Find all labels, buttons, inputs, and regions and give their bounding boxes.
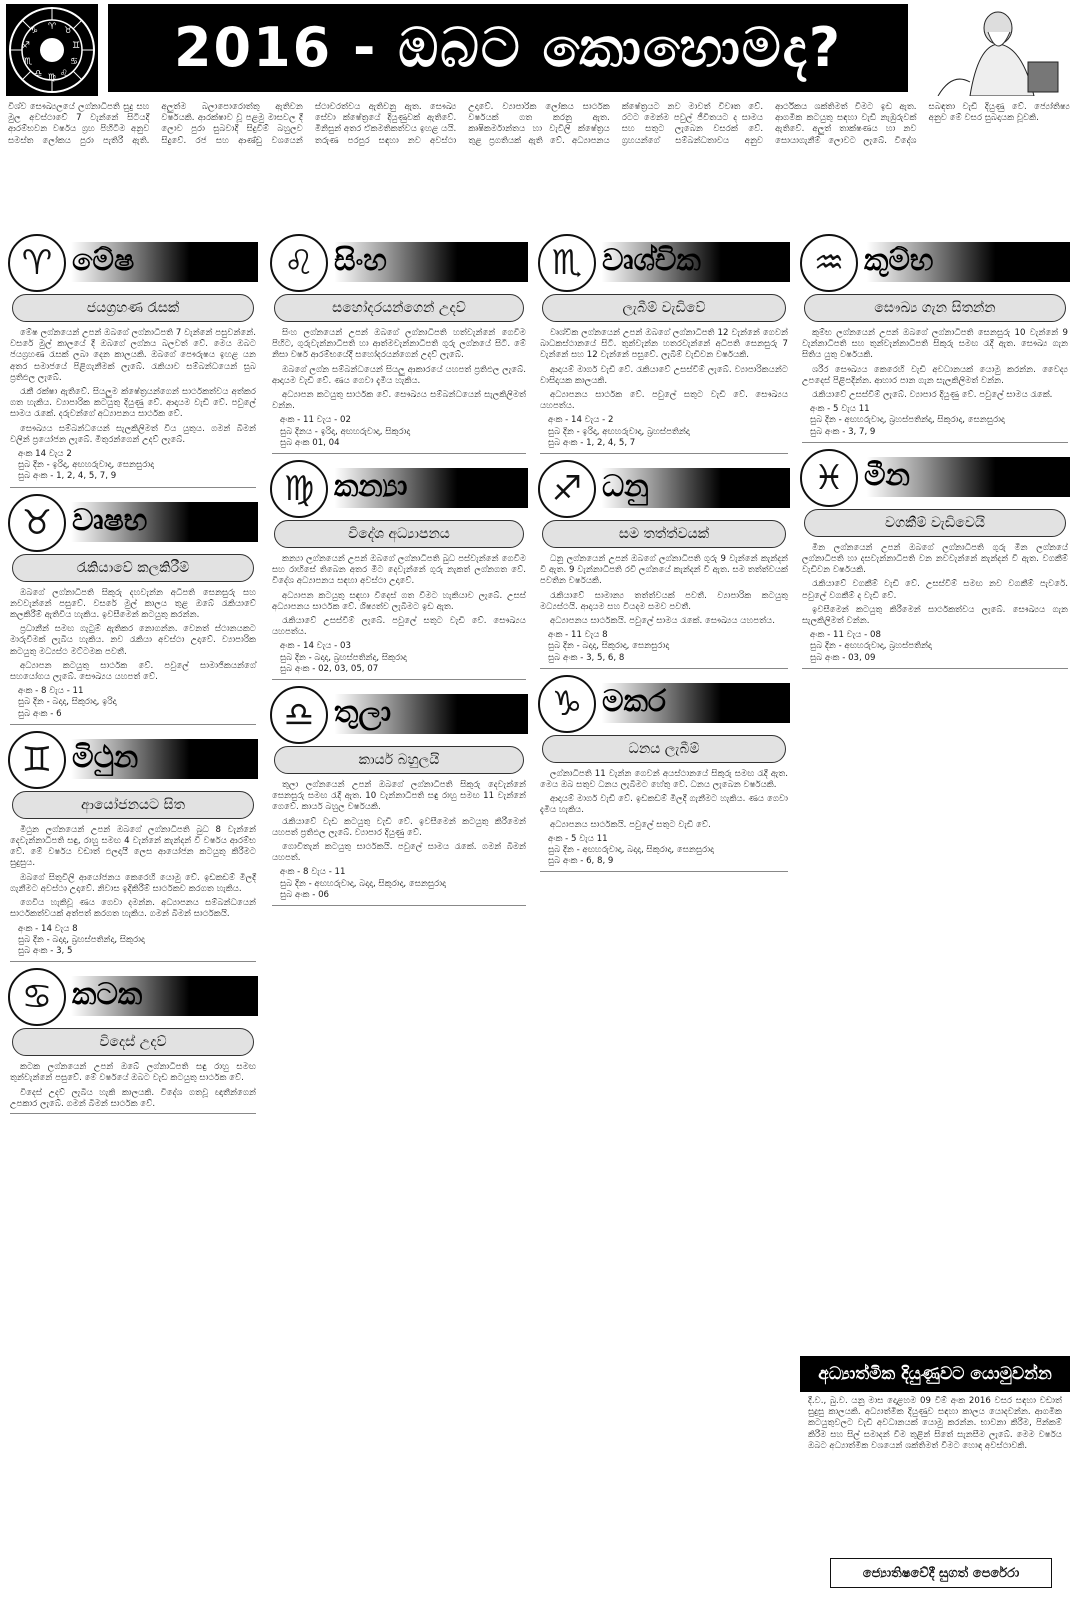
- lucky-details: [280, 641, 518, 675]
- divider: [272, 453, 526, 454]
- lucky-line: සුබ අංක - 02, 03, 05, 07: [280, 663, 379, 674]
- sign-forecast: [802, 543, 1068, 627]
- forecast-paragraph: රැකියාවේ උසස්වීම් ලැබේ. පවුලේ සතුට වැඩි වේ. සෞඛ්‍යය යහපත්ය.: [272, 616, 526, 638]
- sign-name: මේෂ: [72, 243, 135, 278]
- sign-name: සිංහ: [334, 243, 387, 278]
- sign-section: [800, 449, 1070, 669]
- lucky-line: සුබ අංක - 3, 5, 6, 8: [548, 652, 625, 663]
- forecast-paragraph: විදෙස් උදව් ලැබිය හැකි කාලයකි. විදේශ ගතවූ ඥාතීන්ගෙන් උපකාර ලැබේ. ගමන් බිමන් සාර්ථක වේ.: [10, 1087, 256, 1109]
- svg-text:♊: ♊: [71, 41, 81, 51]
- forecast-paragraph: අධ්‍යාපනය සාර්ථකයි. පවුලේ සතුට වැඩි වේ.: [550, 819, 711, 830]
- sign-section: [538, 460, 790, 669]
- lucky-line: අංක - 8 වැය - 11: [18, 686, 84, 697]
- sign-section: [8, 731, 258, 962]
- lucky-line: අංක - 5 වැය 11: [810, 404, 870, 415]
- sign-header: [538, 234, 790, 290]
- zodiac-sign-icon: ♌: [270, 234, 328, 292]
- forecast-paragraph: කුම්භ ලග්නයෙන් උපන් ඔබගේ ලග්නාධිපති සෙනසුරු 10 වැන්නේ 9 වැන්නාධිපති සහ තුන්වැන්නාධිපති සිකුරු සමඟ රැදී ඇත. සෞඛ්‍ය ගැන සිතිය යුතු වර්ෂයකි.: [802, 328, 1068, 361]
- sign-forecast: [272, 328, 526, 412]
- forecast-paragraph: මීන ලග්නයෙන් උපන් ඔබගේ ලග්නාධිපති ගුරු මීන ලග්නයේ ලග්නාධිපති හා දසවැන්නාධිපති වන නවවැන්නේ කැන්දන් වී ඇත. වගකීම් වැඩිවන වර්ෂයකි.: [802, 542, 1068, 576]
- svg-text:♑: ♑: [29, 26, 39, 36]
- divider: [10, 724, 256, 725]
- lucky-line: අංක - 11 වැය 8: [548, 630, 608, 641]
- lucky-line: සුබ දින - අඟහරුවාදා, බ්‍රහස්පතින්දා: [810, 641, 932, 652]
- sign-forecast: [540, 769, 788, 831]
- sign-name: මකර: [602, 683, 667, 719]
- lucky-line: සුබ දින - අඟහරුවාදා, බ්‍රහස්පතින්දා, සිකුරාදා, සෙනසුරාදා: [810, 415, 1005, 426]
- divider: [272, 679, 526, 680]
- sign-name: මීන: [864, 457, 910, 493]
- sign-forecast: [10, 588, 256, 684]
- column-2: [270, 234, 528, 1594]
- divider: [802, 442, 1068, 443]
- sign-subtitle: විදෙස් උදව්: [12, 1028, 254, 1056]
- sign-name: කුම්භ: [864, 243, 934, 278]
- lucky-details: [18, 449, 248, 483]
- sign-subtitle: සෞඛ්‍ය ගැන සිතන්න: [804, 294, 1066, 322]
- sign-name: වෘශ්චික: [602, 243, 701, 278]
- lucky-line: අංක - 11 වැය - 02: [280, 415, 351, 426]
- lucky-details: [18, 924, 248, 958]
- spiritual-heading: අධ්‍යාත්මික දියුණුවට යොමුවන්න: [800, 1356, 1070, 1392]
- sign-header: [8, 494, 258, 550]
- sign-name: මිථුන: [72, 739, 139, 775]
- lucky-line: සුබ දින - ඉරිදා, අඟහරුවාදා, සෙනසුරාදා: [18, 460, 155, 471]
- sign-forecast: [10, 328, 256, 446]
- divider: [540, 668, 788, 669]
- sign-name: කටක: [72, 977, 143, 1013]
- zodiac-sign-icon: ♋: [8, 968, 66, 1026]
- sign-forecast: [272, 780, 526, 864]
- forecast-paragraph: ඔබගේ ලග්න සම්බන්ධයෙන් සියලු ආකාරයේ යහපත් ප්‍රතිඵල ලැබේ. ආදායම වැඩි වේ. ණය ගෙවා දැමිය හැකිය.: [272, 364, 526, 386]
- zodiac-sign-icon: ♐: [538, 460, 596, 518]
- page-title: 2016 - ඔබට කොහොමද?: [108, 4, 908, 92]
- sign-header: [8, 968, 258, 1024]
- sign-section: [8, 968, 258, 1114]
- zodiac-sign-icon: ♎: [270, 686, 328, 744]
- lucky-details: [280, 415, 518, 449]
- forecast-paragraph: ආදායම් මාර්ග වැඩි වේ. රැකියාවේ උසස්වීම් ලැබේ. ව්‍යාපාරිකයන්ට වාසිදායක කාලයකි.: [540, 364, 788, 386]
- lucky-line: සුබ අංක 01, 04: [280, 437, 340, 448]
- forecast-paragraph: අධ්‍යාපනය සාර්ථක වේ. පවුලේ සතුට වැඩි වේ. සෞඛ්‍යය යහපත්ය.: [540, 390, 788, 412]
- divider: [802, 668, 1068, 669]
- svg-text:♋: ♋: [69, 57, 79, 67]
- forecast-paragraph: සෞඛ්‍යය සම්බන්ධයෙන් සැලකිලිමත් විය යුතුය. ගමන් බිමන් වලින් ප්‍රයෝජන ලැබේ. මිතුරන්ගෙන් උදව් ලැබේ.: [10, 423, 256, 445]
- forecast-paragraph: අධ්‍යාපනය සාර්ථකයි. පවුලේ සාමය රැකේ. සෞඛ්‍යය යහපත්ය.: [550, 616, 775, 627]
- svg-text:♍: ♍: [47, 73, 57, 83]
- column-3: [538, 234, 790, 1594]
- sign-header: [800, 449, 1070, 505]
- lucky-line: සුබ දින - බදාදා, බ්‍රහස්පතින්දා, සිකුරාදා: [280, 652, 407, 663]
- sign-header: [538, 675, 790, 731]
- svg-text:♏: ♏: [23, 57, 33, 67]
- sign-name: වෘෂභ: [72, 502, 148, 538]
- forecast-paragraph: ඉවසීමෙන් කටයුතු කිරීමෙන් සාර්ථකත්වය ලැබේ. සෞඛ්‍යය ගැන සැලකිලිමත් වන්න.: [802, 604, 1068, 627]
- sign-subtitle: විදේශ අධ්‍යාපනය: [274, 520, 524, 548]
- forecast-paragraph: මිථුන ලග්නයෙන් උපන් ඔබගේ ලග්නාධිපති බුධ 8 වැන්නේ දෙවැන්නාධිපති සඳු, රාහු සමඟ 4 වැන්නේ කැන්දන් වී වර්ෂය ආරම්භ වේ. මේ වර්ෂය වඩාත් ඵලදායී ලෙස ආයෝජන කටයුතු කිරීමට සුදුසුය.: [10, 824, 256, 869]
- sign-subtitle: ධනය ලැබීම්: [542, 735, 786, 763]
- sign-section: [800, 234, 1070, 443]
- lucky-line: සුබ අංක - 3, 7, 9: [810, 426, 876, 437]
- sign-subtitle: ආයෝජනයට සිත: [12, 791, 254, 819]
- sign-section: [270, 234, 528, 454]
- sign-banner: [822, 242, 1070, 282]
- sign-forecast: [10, 1062, 256, 1110]
- lucky-line: සුබ අංක - 6, 8, 9: [548, 856, 614, 867]
- forecast-paragraph: ධනු ලග්නයෙන් උපන් ඔබගේ ලග්නාධිපති ගුරු 9 වැන්නේ කැන්දන් වී ඇත. 9 වැන්නාධිපති රවි ලග්නයේ කැන්දන් වී ඇත. සම තත්ත්වයක් පවතින වර්ෂයකි.: [540, 554, 788, 587]
- svg-text:♎: ♎: [33, 69, 43, 79]
- lucky-line: අංක - 8 වැය - 11: [280, 867, 346, 878]
- author-credit: ජ්‍යොතිෂවේදී සුගත් පෙරේරා: [830, 1558, 1052, 1588]
- forecast-paragraph: ශරීර සෞඛ්‍යය කෙරෙහි වැඩි අවධානයක් යොමු කරන්න. වෛද්‍ය උපදෙස් පිළිපදින්න. ආහාර පාන ගැන සැලකිලිමත් වන්න.: [802, 364, 1068, 386]
- forecast-paragraph: රැකියාවේ සාමාන්‍ය තත්ත්වයක් පවතී. ව්‍යාපාරික කටයුතු මධ්‍යස්ථයි. ආදායම සහ වියදම සමව පවතී.: [540, 590, 788, 612]
- sign-name: ධනු: [602, 469, 649, 505]
- forecast-paragraph: ඔබගේ සිතුවිලි ආයෝජනය කෙරෙහි යොමු වේ. ඉඩකඩම් මිලදී ගැනීමට අවස්ථා උදාවේ. නිවාස ඉදිකිරීම් සාර්ථකව කරගත හැකිය.: [10, 872, 256, 894]
- sign-subtitle: වගකීම් වැඩිවෙයි: [804, 509, 1066, 537]
- lucky-line: අංක - 5 වැය 11: [548, 833, 608, 844]
- forecast-paragraph: රැකී රක්ෂා ඇතිවේ. සියලුම ක්ෂේත්‍රයන්ගෙන් සාර්ථකත්වය අත්කර ගත හැකිය. ව්‍යාපාරික කටයුතු දියුණු වේ. ආදායම වැඩි වේ. පවුලේ සාමය රැකේ. දරුවන්ගේ අධ්‍යාපනය සාර්ථක වේ.: [10, 387, 256, 420]
- lucky-line: සුබ දින - අඟහරුවාදා, බදාදා, සිකුරාදා, සෙනසුරාදා: [548, 845, 714, 856]
- forecast-paragraph: අධ්‍යාපන කටයුතු සාර්ථක වේ. සෞඛ්‍යය සම්බන්ධයෙන් සැලකිලිමත් වන්න.: [272, 390, 526, 412]
- divider: [10, 961, 256, 962]
- forecast-paragraph: රැකියාවේ වැඩ කටයුතු වැඩි වේ. ඉවසීමෙන් කටයුතු කිරීමෙන් යහපත් ප්‍රතිඵල ලැබේ. ව්‍යාපාර දියුණු වේ.: [272, 816, 526, 838]
- sign-subtitle: ලැබීම් වැඩිවේ: [542, 294, 786, 322]
- lucky-line: අංක - 11 වැය - 08: [810, 630, 881, 641]
- zodiac-wheel-icon: [6, 4, 98, 96]
- astrologer-illustration: [918, 2, 1068, 96]
- forecast-paragraph: ප්‍රධානීන් සමඟ ගැටුම් ඇතිකර නොගන්න. වෙනත් ස්ථානයකට මාරුවීමක් ලැබිය හැකිය. නව රැකියා අවස්ථා උදාවේ. ව්‍යාපාරික කටයුතු මධ්‍යස්ථ මට්ටමක පවතී.: [10, 624, 256, 657]
- sign-subtitle: රැකියාවේ කලකිරීම්: [12, 554, 254, 582]
- sign-header: [270, 234, 528, 290]
- svg-text:♌: ♌: [59, 69, 69, 79]
- sign-section: [8, 234, 258, 488]
- lucky-details: [810, 404, 1060, 438]
- sign-section: [538, 234, 790, 454]
- forecast-paragraph: කන්‍යා ලග්නයෙන් උපන් ඔබගේ ලග්නාධිපති බුධ පස්වැන්නේ ගෙවීම සහ රාහිසේ තිබෙන අතර මීට දෙවැන්නේ ගුරු නැකත් ලග්නගත වේ. විදේශ අධ්‍යාපනය සඳහා අවස්ථා උදාවේ.: [272, 554, 526, 587]
- sign-header: [8, 234, 258, 290]
- forecast-paragraph: අධ්‍යාපන කටයුතු සාර්ථක වේ. පවුලේ සාමාජිකයන්ගේ සහයෝගය ලැබේ. සෞඛ්‍යය යහපත් වේ.: [10, 660, 256, 683]
- zodiac-sign-icon: ♊: [8, 731, 66, 789]
- sign-header: [538, 460, 790, 516]
- forecast-paragraph: කටක ලග්නයෙන් උපන් ඔබේ ලග්නාධිපති සඳු රාහු සමඟ තුන්වැන්නේ පසුවේ. මේ වර්ෂයේ ඔබට වැඩ කටයුතු සාර්ථක වේ.: [10, 1062, 256, 1084]
- lucky-line: සුබ අංක - 3, 5: [18, 945, 73, 956]
- sign-forecast: [272, 554, 526, 638]
- forecast-paragraph: වෘශ්චික ලග්නයෙන් උපන් ඔබගේ ලග්නාධිපති 12 වැන්නේ ගෙවන් බාධකස්ථානයේ සිටී. තුන්වැන්න හතරවැන්නේ අධිපති සෙනසුරු 7 වැන්නේ සහ 12 වැන්නේ පසුවේ. ලැබීම් වැඩිවන වර්ෂයකි.: [540, 328, 788, 361]
- svg-text:♐: ♐: [21, 41, 31, 51]
- lucky-line: අංක 14 වැය 2: [18, 449, 72, 460]
- sign-forecast: [540, 328, 788, 412]
- sign-section: [270, 686, 528, 906]
- sign-subtitle: කාර්ය බහුලයි: [274, 746, 524, 774]
- forecast-paragraph: ඔබගේ ලග්නාධිපති සිකුරු දහවැන්න අධිපති සෙනසුරු සහ නවවැන්නේ පසුවේ. වසරේ මුල් කාලය තුළ ඔබේ රැකියාවේ කලකිරීම් ඇතිවිය හැකිය. ඉවසීමෙන් කටයුතු කරන්න.: [10, 587, 256, 621]
- sign-subtitle: ජයග්‍රහණ රැසක්: [12, 294, 254, 322]
- lucky-line: සුබ අංක - 6: [18, 708, 62, 719]
- sign-forecast: [540, 554, 788, 627]
- sign-banner: [822, 457, 1070, 497]
- forecast-paragraph: රැකියාවේ වගකීම් වැඩි වේ. උසස්වීම් සමඟ නව වගකීම් පැවරේ. පවුලේ වගකීම් ද වැඩි වේ.: [802, 579, 1068, 601]
- zodiac-sign-icon: ♏: [538, 234, 596, 292]
- lucky-line: සුබ අංක - 03, 09: [810, 652, 876, 663]
- sign-section: [538, 675, 790, 873]
- sign-name: කන්‍යා: [334, 469, 408, 505]
- lucky-line: සුබ අංක - 1, 2, 4, 5, 7: [548, 437, 636, 448]
- sign-subtitle: සම තත්ත්වයක්: [542, 520, 786, 548]
- forecast-paragraph: ලග්නාධිපති 11 වැන්න ගෙවන් අයස්ථානයේ සිකුරු සමඟ රැදී ඇත. මෙය ඔබ සතුව ධනය ලැබීමට හේතු වේ. ධනය ලැබෙන වර්ෂයකි.: [540, 768, 788, 791]
- spiritual-text: දී.ව., බු.ව. යනු මාස දොළහම 09 වීම් අංක 2016 වසර සඳහා වඩාත් සුදුසු කාලයකි. අධ්‍යාත්මික දියුණුව සඳහා කාලය යොදවන්න. ආගමික කටයුතුවලට වැඩි අවධානයක් යොමු කරන්න. භාවනා කිරීම, පින්කම් කිරීම සහ සිල් සමාදන් වීම තුළින් සිතේ සැනසීම ලැබේ. මෙම වර්ෂය ඔබට අධ්‍යාත්මික වශයෙන් ශක්තිමත් වීමට හොඳ අවස්ථාවකි.: [808, 1396, 1062, 1451]
- sign-header: [270, 460, 528, 516]
- forecast-paragraph: සිංහ ලග්නයෙන් උපන් ඔබගේ ලග්නාධිපති හත්වැන්නේ ගෙවීම පිහිට, ගුරුවැන්නාධිපති හා ආත්මවැන්නාධිපති ගුරු ලග්නයේ සිටී. මේ නිසා වර්ෂ ආරම්භයේදී සහෝදරයන්ගෙන් උදව් ලැබේ.: [272, 328, 526, 361]
- lucky-line: සුබ අංක - 06: [280, 889, 330, 900]
- lucky-line: සුබ දින - ඉරිදා, අඟහරුවාදා, බ්‍රහස්පතින්දා: [548, 426, 690, 437]
- forecast-paragraph: ආදායම් මාර්ග වැඩි වේ. ඉඩකඩම් මිලදී ගැනීමට හැකිය. ණය ගෙවා දැමිය හැකිය.: [540, 794, 788, 816]
- lucky-line: අංක - 14 වැය 8: [18, 923, 78, 934]
- forecast-paragraph: ගොවිතැන් කටයුතු සාර්ථකයි. පවුලේ සාමය රැකේ. ගමන් බිමන් යහපත්.: [272, 842, 526, 864]
- lucky-details: [548, 415, 780, 449]
- zodiac-sign-icon: ♓: [800, 449, 858, 507]
- sign-name: තුලා: [334, 695, 392, 731]
- lucky-line: සුබ දින - බදාදා, බ්‍රහස්පතින්දා, සිකුරාදා: [18, 934, 145, 945]
- forecast-paragraph: මේෂ ලග්නයෙන් උපන් ඔබගේ ලග්නාධිපති 7 වැන්නේ පසුවන්නේ. වසරේ මුල් කාලයේ දී ඔබගේ ලග්නය බලවත් වේ. මෙය ඔබට ජයග්‍රහණ රැසක් ලබා දෙන කාලයකි. ඔබගේ පෞරුෂය ඉහළ යන අතර සමාජයේ පිළිගැනීමක් ලැබේ. රැකියාව සම්බන්ධයෙන් සුබ ප්‍රතිඵල ලැබේ.: [10, 328, 256, 383]
- divider: [540, 453, 788, 454]
- lucky-line: සුබ අංක - 1, 2, 4, 5, 7, 9: [18, 471, 117, 482]
- column-4: [800, 234, 1070, 1352]
- divider: [272, 905, 526, 906]
- sign-section: [270, 460, 528, 680]
- lucky-details: [548, 630, 780, 664]
- zodiac-sign-icon: ♒: [800, 234, 858, 292]
- lucky-line: අංක - 14 වැය - 03: [280, 641, 351, 652]
- zodiac-sign-icon: ♑: [538, 675, 596, 733]
- svg-text:♈: ♈: [47, 22, 57, 32]
- svg-text:♉: ♉: [63, 26, 73, 36]
- sign-forecast: [802, 328, 1068, 401]
- lucky-details: [548, 834, 780, 868]
- forecast-paragraph: අධ්‍යාපන කටයුතු සඳහා විදෙස් ගත වීමට හැකියාව ලැබේ. උසස් අධ්‍යාපනය සාර්ථක වේ. ශිෂ්‍යත්ව ලැබීමට ඉඩ ඇත.: [272, 590, 526, 612]
- forecast-paragraph: තුලා ලග්නයෙන් උපන් ඔබගේ ලග්නාධිපති සිකුරු දෙවැන්නේ සෙනසුරු සමඟ රැදී ඇත. 10 වැන්නාධිපති සඳු රාහු සමඟ 11 වැන්නේ ගෙවේ. කාර්ය බහුල වර්ෂයකි.: [272, 780, 526, 813]
- masthead: [0, 0, 1077, 98]
- divider: [540, 871, 788, 872]
- forecast-paragraph: රැකියාවේ උසස්වීම් ලැබේ. ව්‍යාපාර දියුණු වේ. පවුලේ සාමය රැකේ.: [812, 390, 1053, 401]
- column-1: [8, 234, 258, 1594]
- divider: [10, 487, 256, 488]
- sign-header: [270, 686, 528, 742]
- lucky-line: අංක - 14 වැය - 2: [548, 415, 614, 426]
- sign-header: [800, 234, 1070, 290]
- lucky-line: සුබ දින - බදාදා, සිකුරාදා, ඉරිදා: [18, 697, 117, 708]
- lucky-details: [18, 686, 248, 720]
- sign-header: [8, 731, 258, 787]
- zodiac-sign-icon: ♍: [270, 460, 328, 518]
- lucky-details: [280, 867, 518, 901]
- intro-text: විශ්ව සෞඛ්‍යලයේ ලග්නාධිපති සුදු සහ මුල අවස්ථාවේ 7 වැන්නේ සිටියදී ආරම්භවන වර්ෂය ග්‍රහ පිහිටීම අනුව සමස්ත ලෝකය පුරා පැතිරී ඇති. අලුත්ම බලාපොරොත්තු ඇතිවන වර්ෂයකි. ආරක්ෂාව වූ පළමු මාසවල දී ලොව පුරා සුබවාදී සිදුවීම් බහුලව සිදුවේ. රජ සහ ආණ්ඩු වශයෙන් ස්ථාවරත්වය ඇතිවනු ඇත. සෞඛ්‍ය සේවා ක්ෂේත්‍රයේ දියුණුවක් ඇතිවේ. මිනිසුන් අතර ඒකමතිකත්වය ඉහළ යයි. තරුණ පරපුර සඳහා නව අවස්ථා උදාවේ. ව්‍යාපාරික ලෝකය සාර්ථක වර්ෂයක් ගත කරනු ඇත. කෘෂිකර්මාන්තය හා වැවිලි ක්ෂේත්‍රය තුළ ප්‍රගතියක් ඇති වේ. අධ්‍යාපනය ක්ෂේත්‍රයට නව මාවත් විවෘත වේ. රටට මෙන්ම පවුල් ජීවිතයට ද සාමය සහ සතුට ලැබෙන වසරක් වේ. ග්‍රහයන්ගේ සම්බන්ධතාවය අනුව ආර්ථිකය ශක්තිමත් වීමට ඉඩ ඇත. ආගමික කටයුතු සඳහා වැඩි නැඹුරුවක් ඇතිවේ. අලුත් තාක්ෂණය හා නව සොයාගැනීම් ලොවට ලැබේ. විදේශ සබඳතා වැඩි දියුණු වේ. ජ්‍යෝතිෂ්‍ය අනුව මේ වසර සුබදායක වූවකි.: [8, 102, 1070, 146]
- lucky-line: සුබ දින - අඟහරුවාදා, බදාදා, සිකුරාදා, සෙනසුරාදා: [280, 878, 446, 889]
- lucky-line: සුබ දිනය - ඉරිදා, අඟහරුවාදා, සිකුරාදා: [280, 426, 411, 437]
- lucky-details: [810, 630, 1060, 664]
- divider: [10, 1113, 256, 1114]
- sign-subtitle: සහෝදරයන්ගෙන් උදව්: [274, 294, 524, 322]
- zodiac-sign-icon: ♈: [8, 234, 66, 292]
- sign-section: [8, 494, 258, 725]
- zodiac-sign-icon: ♉: [8, 494, 66, 552]
- sign-forecast: [10, 825, 256, 921]
- forecast-paragraph: ගෙවිය හැකිවූ ණය ගෙවා දමන්න. අධ්‍යාපනය සම්බන්ධයෙන් සාර්ථකත්වයක් අත්පත් කරගත හැකිය. ගමන් බිමන් සාර්ථකයි.: [10, 898, 256, 920]
- lucky-line: සුබ දින - බදාදා, සිකුරාදා, සෙනසුරාදා: [548, 641, 670, 652]
